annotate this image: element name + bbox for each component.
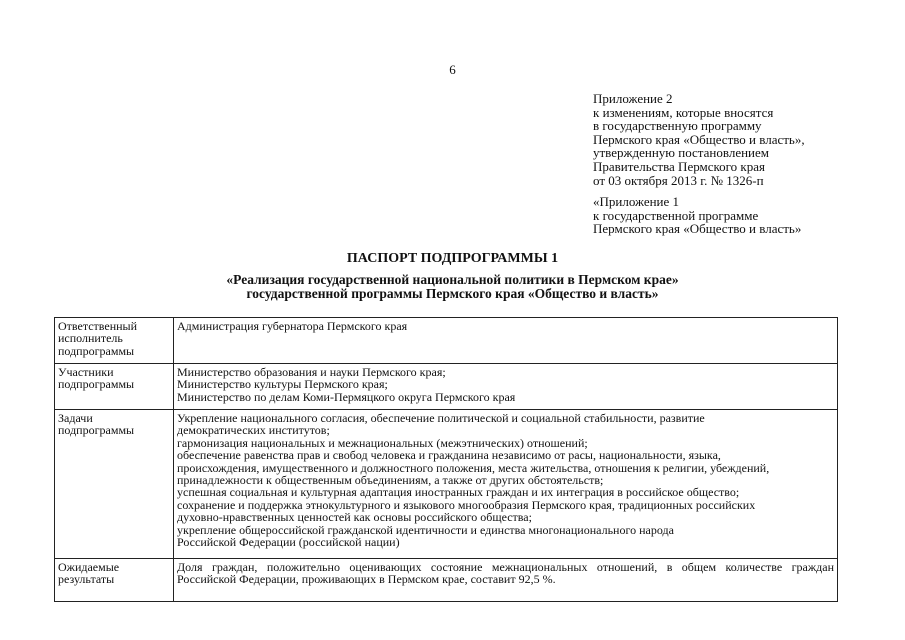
row-content-line: Министерство образования и науки Пермского края; xyxy=(177,365,446,379)
appendix-2-line: к государственной программе xyxy=(593,207,759,223)
row-content-line: укрепление общероссийской гражданской идентичности и единства многонационального народа xyxy=(177,522,674,537)
appendix-2-line: «Приложение 1 xyxy=(593,194,680,209)
subtitle-line: «Реализация государственной национальной политики в Пермском крае» xyxy=(226,272,679,287)
row-label-line: подпрограммы xyxy=(58,377,135,392)
row-content-line: обеспечение равенства прав и свобод человека и гражданина независимо от расы, национальности, языка, xyxy=(177,448,721,463)
appendix-line: Пермского края «Общество и власть», xyxy=(593,131,805,147)
subtitle-line: государственной программы Пермского края «Общество и власть» xyxy=(246,286,659,301)
row-label xyxy=(55,364,174,410)
row-content-line: Российской Федерации (российской нации) xyxy=(177,535,400,550)
row-content-line: демократических институтов; xyxy=(177,423,330,438)
row-content xyxy=(174,364,838,410)
row-label-line: Ожидаемые xyxy=(58,560,120,574)
row-label-line: Участники xyxy=(58,365,114,379)
appendix-line: утвержденную постановлением xyxy=(593,145,770,161)
row-content-line: происхождения, имущественного и должностного положения, места жительства, отношения к религии, убеждений, xyxy=(177,460,770,475)
row-label-line: результаты xyxy=(58,572,115,587)
row-content-line: Министерство культуры Пермского края; xyxy=(177,377,388,392)
row-content-line: Доля граждан, положительно оценивающих состояние межнациональных отношений, в общем количестве граждан xyxy=(177,560,834,574)
row-content-line: духовно-нравственных ценностей как основы российского общества; xyxy=(177,510,532,525)
page-number: 6 xyxy=(449,62,456,77)
appendix-line: от 03 октября 2013 г. № 1326-п xyxy=(593,172,764,188)
subprogram-subtitle xyxy=(0,273,905,301)
appendix-2-line: Пермского края «Общество и власть» xyxy=(593,221,802,237)
table-row-tasks xyxy=(55,410,838,559)
passport-title: ПАСПОРТ ПОДПРОГРАММЫ 1 xyxy=(346,251,559,266)
appendix-line: Приложение 2 xyxy=(593,91,673,106)
row-label xyxy=(55,410,174,559)
appendix-line: Правительства Пермского края xyxy=(593,158,765,174)
row-label-line: подпрограммы xyxy=(58,423,135,438)
row-content-line: Российской Федерации, проживающих в Пермском крае, составит 92,5 %. xyxy=(177,572,556,587)
table-row-participants xyxy=(55,364,838,410)
row-label-line: Ответственный xyxy=(58,319,138,333)
row-content xyxy=(174,559,838,602)
row-content-line: гармонизация национальных и межнациональных (межэтнических) отношений; xyxy=(177,435,588,450)
appendix-note xyxy=(593,92,805,187)
passport-table xyxy=(54,317,838,602)
table-row-results xyxy=(55,559,838,602)
row-content xyxy=(174,410,838,559)
row-label-line: подпрограммы xyxy=(58,343,135,358)
appendix-line: в государственную программу xyxy=(593,118,762,134)
row-content xyxy=(174,318,838,364)
row-content-line: успешная социальная и культурная адаптация иностранных граждан и их интеграция в российское общество; xyxy=(177,485,740,500)
row-content-line: Укрепление национального согласия, обеспечение политической и социальной стабильности, развитие xyxy=(177,411,705,425)
appendix-note-2 xyxy=(593,195,801,236)
row-label xyxy=(55,559,174,602)
table-row-responsible xyxy=(55,318,838,364)
row-content-line: сохранение и поддержка этнокультурного и языкового многообразия Пермского края, традиционных российских xyxy=(177,497,756,512)
row-label xyxy=(55,318,174,364)
row-content-line: Администрация губернатора Пермского края xyxy=(177,319,408,333)
appendix-line: к изменениям, которые вносятся xyxy=(593,104,774,120)
row-content-line: принадлежности к общественным объединениям, а также от других обстоятельств; xyxy=(177,473,604,488)
row-label-line: Задачи xyxy=(58,411,93,425)
row-content-line: Министерство по делам Коми-Пермяцкого округа Пермского края xyxy=(177,389,516,404)
row-label-line: исполнитель xyxy=(58,331,123,346)
